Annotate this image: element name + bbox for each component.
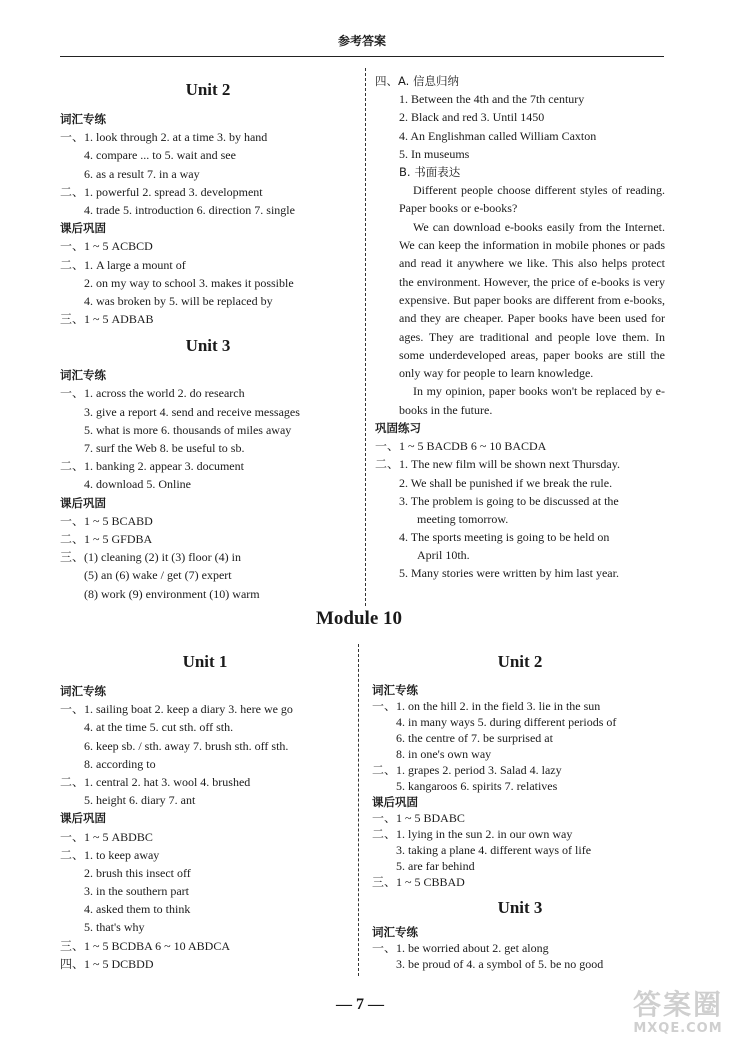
answer-line: 三、1 ~ 5 BCDBA 6 ~ 10 ABDCA — [60, 938, 231, 953]
column-divider-top — [365, 68, 366, 606]
answer-line: 2. We shall be punished if we break the rule. — [399, 475, 613, 490]
answer-line: 8. in one's own way — [396, 747, 492, 761]
answer-line: 一、1 ~ 5 BACDB 6 ~ 10 BACDA — [375, 439, 547, 454]
answer-line: 一、1 ~ 5 ABDBC — [60, 829, 153, 844]
answer-line: 5. kangaroos 6. spirits 7. relatives — [396, 779, 558, 793]
answer-line: (5) an (6) wake / get (7) expert — [84, 568, 232, 583]
unit3-title: Unit 3 — [185, 336, 231, 356]
answer-line: 三、(1) cleaning (2) it (3) floor (4) in — [60, 550, 241, 565]
essay-paragraph: Different people choose different styles of reading. Paper books or e-books? — [399, 183, 665, 216]
right-top-column — [375, 72, 665, 583]
answer-line: 4. trade 5. introduction 6. direction 7. single — [84, 202, 295, 217]
essay-paragraph: We can download e-books easily from the Internet. We can keep the information in mobile phones or pads and read it anywhere we like. This also helps protect the environment. However, the price of e-books is very expensive. But paper books are different from e-books, and they are cheaper. Paper books have been used for ages. They are traditional and people love them. In some underdeveloped areas, paper books are still the only way for people to learn knowledge. — [399, 219, 665, 381]
section-review: 课后巩固 — [372, 795, 418, 809]
answer-line: 3. be proud of 4. a symbol of 5. be no good — [396, 957, 604, 971]
answer-line: 7. surf the Web 8. be useful to sb. — [84, 441, 245, 455]
section-vocab: 词汇专练 — [372, 683, 418, 697]
answer-line: 二、1. The new film will be shown next Thursday. — [375, 457, 620, 472]
answer-line: 3. The problem is going to be discussed at the — [399, 493, 619, 508]
column-divider-bottom — [358, 644, 359, 976]
page-number: — 7 — — [336, 996, 384, 1013]
answer-line: 2. Black and red 3. Until 1450 — [399, 110, 545, 125]
answer-line: 二、1. banking 2. appear 3. document — [60, 459, 244, 474]
answer-line: 5. what is more 6. thousands of miles away — [84, 422, 292, 437]
answer-line: 4. in many ways 5. during different periods of — [396, 715, 617, 729]
answer-line: 4. compare ... to 5. wait and see — [84, 148, 236, 163]
answer-line: 一、1. on the hill 2. in the field 3. lie in the sun — [372, 699, 601, 713]
answer-line: 5. Many stories were written by him last year. — [399, 566, 619, 581]
answer-line: 二、1. A large a mount of — [60, 257, 186, 272]
answer-line: 四、1 ~ 5 DCBDD — [60, 956, 154, 971]
answer-line: 4. download 5. Online — [84, 477, 191, 492]
answer-line: 5. height 6. diary 7. ant — [84, 793, 196, 808]
header-title: 参考答案 — [337, 34, 386, 48]
answer-line: 6. as a result 7. in a way — [84, 166, 200, 181]
section-vocab: 词汇专练 — [60, 684, 106, 698]
module-title: Module 10 — [315, 608, 403, 629]
section-vocab: 词汇专练 — [60, 368, 106, 383]
answer-line: 4. The sports meeting is going to be held on — [399, 530, 610, 545]
answer-line: 一、1 ~ 5 ACBCD — [60, 239, 153, 254]
section-practice: 巩固练习 — [375, 420, 421, 435]
answer-line: 6. keep sb. / sth. away 7. brush sth. off sth. — [84, 738, 289, 753]
answer-line: 一、1. be worried about 2. get along — [372, 941, 549, 955]
section-review: 课后巩固 — [60, 811, 106, 826]
answer-line: 二、1. to keep away — [60, 847, 160, 862]
answer-line: 一、1. look through 2. at a time 3. by hand — [60, 130, 268, 145]
answer-line: 8. according to — [84, 756, 156, 771]
answer-line: April 10th. — [417, 548, 470, 563]
answer-line: 二、1. central 2. hat 3. wool 4. brushed — [60, 774, 251, 789]
answer-line: 5. are far behind — [396, 859, 475, 873]
answer-line: 3. give a report 4. send and receive messages — [84, 404, 300, 419]
unit2-title: Unit 2 — [185, 80, 231, 99]
answer-line: 5. In museums — [399, 146, 470, 161]
answer-line: 一、1 ~ 5 BDABC — [372, 811, 465, 825]
answer-line: 一、1. sailing boat 2. keep a diary 3. here we go — [60, 702, 293, 717]
answer-line: 二、1 ~ 5 GFDBA — [60, 531, 153, 546]
essay-paragraph: In my opinion, paper books won't be replaced by e-books in the future. — [399, 384, 665, 417]
answer-line: 4. An Englishman called William Caxton — [399, 128, 597, 143]
answer-line: 4. was broken by 5. will be replaced by — [84, 293, 273, 308]
answer-line: 二、1. grapes 2. period 3. Salad 4. lazy — [372, 763, 562, 777]
unit1-title: Unit 1 — [182, 652, 228, 671]
essay — [375, 181, 665, 419]
answer-line: meeting tomorrow. — [417, 511, 509, 526]
answer-line: 1. Between the 4th and the 7th century — [399, 92, 585, 107]
left-bottom-column — [60, 644, 350, 973]
answer-line: 6. the centre of 7. be surprised at — [396, 731, 553, 745]
answer-line: 二、1. lying in the sun 2. in our own way — [372, 827, 573, 841]
answer-line: 5. that's why — [84, 920, 145, 935]
unit2-title: Unit 2 — [497, 652, 543, 671]
unit3-title: Unit 3 — [497, 898, 543, 917]
answer-line: 3. taking a plane 4. different ways of life — [396, 843, 592, 857]
answer-line: 2. brush this insect off — [84, 865, 191, 880]
section-vocab: 词汇专练 — [372, 925, 418, 939]
answer-line: (8) work (9) environment (10) warm — [84, 586, 260, 601]
answer-line: 3. in the southern part — [84, 884, 189, 899]
section-writing: B. 书面表达 — [399, 164, 461, 179]
left-top-column — [60, 76, 356, 603]
answer-line: 二、1. powerful 2. spread 3. development — [60, 184, 263, 199]
section-vocab: 词汇专练 — [60, 112, 106, 126]
answer-line: 一、1 ~ 5 BCABD — [60, 513, 153, 528]
answer-line: 4. asked them to think — [84, 902, 191, 917]
watermark-url: MXQE.COM — [633, 1021, 723, 1036]
answer-line: 三、1 ~ 5 CBBAD — [372, 875, 465, 889]
section-review: 课后巩固 — [60, 495, 106, 510]
answer-line: 三、1 ~ 5 ADBAB — [60, 312, 154, 327]
right-bottom-column — [372, 644, 668, 972]
watermark-logo-text: 答案圈 — [632, 988, 723, 1021]
answer-line: 一、1. across the world 2. do research — [60, 386, 245, 401]
answer-line: 2. on my way to school 3. makes it possible — [84, 275, 294, 290]
section-info-summary: 四、A. 信息归纳 — [375, 74, 459, 88]
answer-line: 4. at the time 5. cut sth. off sth. — [84, 720, 234, 735]
page-header — [60, 20, 664, 57]
site-watermark — [614, 989, 742, 1045]
section-review: 课后巩固 — [60, 221, 106, 236]
